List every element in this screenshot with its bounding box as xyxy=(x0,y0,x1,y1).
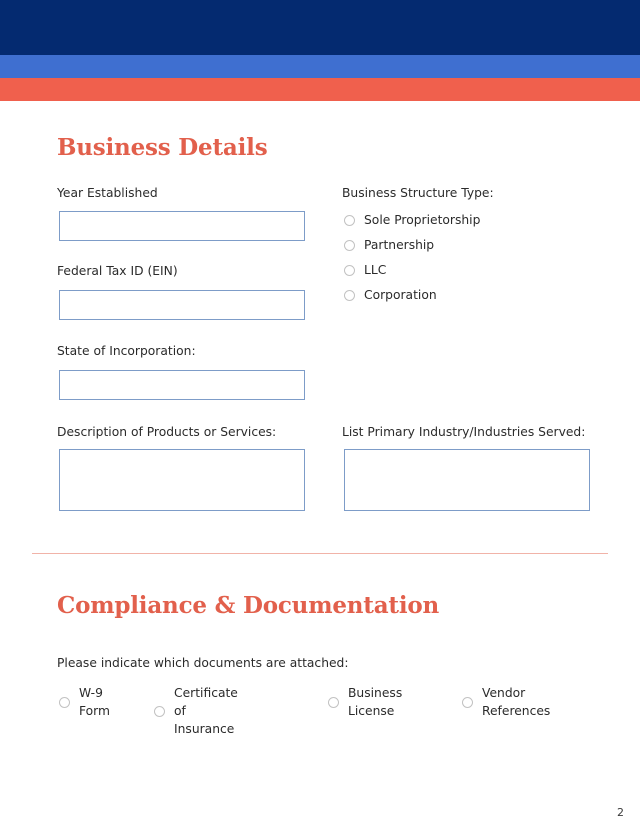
checkbox-option-w9-form[interactable] xyxy=(59,684,157,720)
radio-label-partnership: Partnership xyxy=(364,238,435,252)
label-federal-tax-id: Federal Tax ID (EIN) xyxy=(57,264,178,278)
input-state-of-incorporation[interactable] xyxy=(59,370,305,400)
radio-label-llc: LLC xyxy=(364,263,387,277)
input-year-established[interactable] xyxy=(59,211,305,241)
radio-circle-icon xyxy=(154,706,165,717)
radio-circle-icon xyxy=(344,265,355,276)
radio-option-corporation[interactable] xyxy=(344,288,437,303)
page-content xyxy=(0,101,640,828)
checkbox-label-line-1: Vendor xyxy=(482,686,526,700)
radio-circle-icon xyxy=(462,697,473,708)
radio-option-sole-proprietorship[interactable] xyxy=(344,213,480,228)
header-band-blue xyxy=(0,55,640,78)
checkbox-label-line-2: Form xyxy=(79,704,110,718)
page-title-business-details: Business Details xyxy=(57,134,268,161)
section-divider xyxy=(32,553,608,554)
radio-option-llc[interactable] xyxy=(344,263,386,278)
checkbox-label-business-license xyxy=(348,684,426,720)
page-number: 2 xyxy=(617,806,624,819)
textarea-description-of-products[interactable] xyxy=(59,449,305,511)
radio-label-sole-proprietorship: Sole Proprietorship xyxy=(364,213,481,227)
textarea-primary-industry[interactable] xyxy=(344,449,590,511)
checkbox-option-certificate-of-insurance[interactable] xyxy=(154,684,252,738)
checkbox-label-w9-form xyxy=(79,684,157,720)
radio-circle-icon xyxy=(344,215,355,226)
checkbox-label-vendor-references xyxy=(482,684,560,720)
checkbox-option-vendor-references[interactable] xyxy=(462,684,560,720)
radio-circle-icon xyxy=(344,290,355,301)
radio-circle-icon xyxy=(59,697,70,708)
label-documents-attached-prompt: Please indicate which documents are attached: xyxy=(57,656,349,670)
radio-label-corporation: Corporation xyxy=(364,288,437,302)
checkbox-label-line-1: Business xyxy=(348,686,403,700)
header-band-navy xyxy=(0,0,640,55)
checkbox-label-line-1: Certificate of xyxy=(174,686,238,718)
checkbox-option-business-license[interactable] xyxy=(328,684,426,720)
page-title-compliance-documentation: Compliance & Documentation xyxy=(57,592,440,619)
label-description-of-products: Description of Products or Services: xyxy=(57,425,277,439)
checkbox-label-line-1: W-9 xyxy=(79,686,103,700)
header-band-orange xyxy=(0,78,640,101)
label-year-established: Year Established xyxy=(57,186,158,200)
label-state-of-incorporation: State of Incorporation: xyxy=(57,344,196,358)
checkbox-label-line-2: References xyxy=(482,704,551,718)
radio-circle-icon xyxy=(328,697,339,708)
radio-option-partnership[interactable] xyxy=(344,238,434,253)
radio-circle-icon xyxy=(344,240,355,251)
checkbox-label-line-2: License xyxy=(348,704,395,718)
checkbox-label-certificate-of-insurance xyxy=(174,684,252,738)
label-primary-industry: List Primary Industry/Industries Served: xyxy=(342,425,586,439)
checkbox-label-line-2: Insurance xyxy=(174,722,235,736)
input-federal-tax-id[interactable] xyxy=(59,290,305,320)
label-business-structure-type: Business Structure Type: xyxy=(342,186,494,200)
